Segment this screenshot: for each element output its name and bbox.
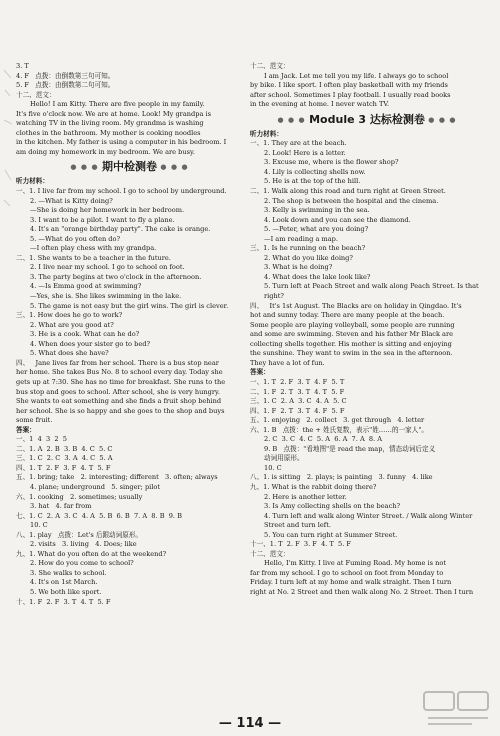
text-line: 七、1. C 2. A 3. C 4. A 5. B 6. B 7. A 8. B 9. B bbox=[16, 511, 182, 520]
text-line: 听力材料： bbox=[16, 177, 49, 186]
text-line: 5. —Peter, what are you doing? bbox=[264, 225, 369, 234]
text-line: 4. Turn left and walk along Winter Street. / Walk along Winter bbox=[264, 511, 473, 520]
text-line: the sunshine. They want to swim in the sea in the afternoon. bbox=[250, 349, 453, 358]
text-line: 2. What are you good at? bbox=[30, 320, 114, 329]
text-line: collecting shells together. His mother is sitting and enjoying bbox=[250, 339, 452, 348]
text-line: 2. I live near my school. I go to school on foot. bbox=[30, 263, 185, 272]
text-line: Friday. I turn left at my home and walk straight. Then I turn bbox=[250, 578, 452, 587]
text-line: 二、1. She wants to be a teacher in the future. bbox=[16, 253, 171, 262]
text-line: right? bbox=[264, 292, 284, 301]
section-title-text: Module 3 达标检测卷 bbox=[309, 112, 425, 126]
text-line: 4. It's on 1st March. bbox=[30, 578, 98, 587]
text-line: 5. F 点拨：由倒数第二句可知。 bbox=[16, 81, 115, 90]
text-line: 2. C 3. C 4. C 5. A 6. A 7. A 8. A bbox=[264, 435, 383, 444]
text-line: 3. She walks to school. bbox=[30, 568, 107, 577]
title-dots-right: ● ● ● bbox=[424, 115, 457, 124]
text-line: 3. Is Amy collecting shells on the beach? bbox=[264, 502, 401, 511]
text-line: 八、1. is sitting 2. plays; is painting 3. funny 4. like bbox=[250, 473, 433, 482]
text-line: 三、1. C 2. C 3. A 4. C 5. A bbox=[16, 454, 113, 463]
text-line: 一、1. I live far from my school. I go to school by underground. bbox=[16, 187, 227, 196]
text-line: 3. hat 4. far from bbox=[30, 502, 92, 511]
text-line: 5. You can turn right at Summer Street. bbox=[264, 530, 398, 539]
text-line: 3. The party begins at two o'clock in the afternoon. bbox=[30, 272, 202, 281]
text-line: after school. Sometimes I play football. I usually read books bbox=[250, 90, 451, 99]
text-line: 2. The shop is between the hospital and the cinema. bbox=[264, 196, 439, 205]
text-line: —Yes, she is. She likes swimming in the lake. bbox=[30, 292, 182, 301]
text-line: They have a lot of fun. bbox=[250, 358, 325, 367]
text-line: 3. I want to be a pilot. I want to fly a plane. bbox=[30, 215, 175, 224]
text-line: 4. —Is Emma good at swimming? bbox=[30, 282, 142, 291]
text-line: 10. C bbox=[30, 521, 48, 530]
watermark-logo bbox=[422, 690, 494, 730]
text-line: 四、1. T 2. F 3. F 4. T 5. F bbox=[16, 463, 111, 472]
text-line: in the evening at home. I never watch TV. bbox=[250, 100, 390, 109]
text-line: —I often play chess with my grandpa. bbox=[30, 244, 157, 253]
text-line: 10. C bbox=[264, 463, 282, 472]
text-line: by bike. I like sport. I often play basketball with my friends bbox=[250, 81, 448, 90]
text-line: 动词用原形。 bbox=[264, 454, 304, 463]
left-column bbox=[16, 62, 243, 607]
text-line: —She is doing her homework in her bedroom. bbox=[30, 206, 185, 215]
text-line: 十一、1. T 2. F 3. F 4. T 5. F bbox=[250, 540, 352, 549]
section-title bbox=[16, 159, 243, 175]
text-line: 4. Look down and you can see the diamond. bbox=[264, 215, 411, 224]
text-line: 四、 It's 1st August. The Blacks are on holiday in Qingdao. It's bbox=[250, 301, 462, 310]
text-line: —I am reading a map. bbox=[264, 234, 338, 243]
text-line: 一、1. T 2. F 3. T 4. F 5. T bbox=[250, 377, 345, 386]
text-line: her school. She is so happy and she goes to the shop and buys bbox=[16, 406, 225, 415]
text-line: hot and sunny today. There are many people at the beach. bbox=[250, 311, 445, 320]
text-line: It's five o'clock now. We are at home. Look! My grandpa is bbox=[16, 109, 211, 118]
text-line: 5. Turn left at Peach Street and walk along Peach Street. Is that bbox=[264, 282, 479, 291]
text-line: 十、1. F 2. F 3. T 4. T 5. F bbox=[16, 597, 111, 606]
text-line: 2. Look! Here is a letter. bbox=[264, 148, 346, 157]
page-number: — 114 — bbox=[218, 716, 282, 731]
text-line: 二、1. F 2. T 3. T 4. T 5. F bbox=[250, 387, 345, 396]
text-line: in the kitchen. My father is using a computer in his bedroom. I bbox=[16, 138, 227, 147]
text-line: 4. It's an "orange birthday party". The cake is orange. bbox=[30, 225, 211, 234]
text-line: 5. We both like sport. bbox=[30, 587, 102, 596]
text-line: 2. visits 3. living 4. Does; like bbox=[30, 540, 137, 549]
text-line: 5. —What do you often do? bbox=[30, 234, 121, 243]
title-dots-left: ● ● ● bbox=[277, 115, 310, 124]
text-line: 听力材料： bbox=[250, 129, 283, 138]
text-line: 2. How do you come to school? bbox=[30, 559, 134, 568]
section-title-text: 期中检测卷 bbox=[102, 160, 157, 174]
text-line: 九、1. What is the rabbit doing there? bbox=[250, 482, 377, 491]
text-line: 2. —What is Kitty doing? bbox=[30, 196, 113, 205]
text-line: 一、1. They are at the beach. bbox=[250, 139, 347, 148]
text-line: 2. What do you like doing? bbox=[264, 253, 353, 262]
text-line: 4. When does your sister go to bed? bbox=[30, 339, 150, 348]
text-line: am doing my homework in my bedroom. We are busy. bbox=[16, 147, 195, 156]
text-line: 4. Lily is collecting shells now. bbox=[264, 167, 366, 176]
text-line: clothes in the bathroom. My mother is cooking noodles bbox=[16, 128, 201, 137]
text-line: 二、1. A 2. B 3. B 4. C 5. C bbox=[16, 444, 113, 453]
text-line: some fruit. bbox=[16, 416, 53, 425]
text-line: her home. She takes Bus No. 8 to school every day. Today she bbox=[16, 368, 223, 377]
text-line: 9. B 点拨："看地图"是 read the map，情态动词后定义 bbox=[264, 444, 436, 453]
text-line: 五、1. enjoying 2. collect 3. get through 4. letter bbox=[250, 416, 425, 425]
title-dots-left: ● ● ● bbox=[70, 163, 102, 172]
text-line: far from my school. I go to school on foot from Monday to bbox=[250, 568, 444, 577]
text-line: right at No. 2 Street and then walk along No. 2 Street. Then I turn bbox=[250, 587, 474, 596]
text-line: 3. Excuse me, where is the flower shop? bbox=[264, 158, 399, 167]
text-line: 三、1. C 2. A 3. C 4. A 5. C bbox=[250, 397, 347, 406]
text-line: 四、 Jane lives far from her school. There is a bus stop near bbox=[16, 358, 219, 367]
text-line: 答案： bbox=[250, 368, 270, 377]
text-line: 3. He is a cook. What can he do? bbox=[30, 330, 140, 339]
text-line: 4. What does the lake look like? bbox=[264, 272, 371, 281]
text-line: 5. The game is not easy but the girl wins. The girl is clever. bbox=[30, 301, 229, 310]
text-line: 3. T bbox=[16, 62, 29, 70]
text-line: 4. plane; underground 5. singer; pilot bbox=[30, 482, 161, 491]
text-line: bus stop and goes to school. After school, she is very hungry. bbox=[16, 387, 220, 396]
title-dots-right: ● ● ● bbox=[157, 163, 189, 172]
text-line: 十二、范文： bbox=[250, 62, 290, 70]
text-line: 答案： bbox=[16, 425, 36, 434]
text-line: 六、1. B 点拨：the + 姓氏复数，表示"姓……的一家人"。 bbox=[250, 425, 428, 434]
text-line: 2. Here is another letter. bbox=[264, 492, 347, 501]
binding-edge-mark bbox=[2, 60, 14, 220]
text-line: Some people are playing volleyball, some people are running bbox=[250, 320, 455, 329]
text-line: 3. What is he doing? bbox=[264, 263, 333, 272]
text-line: 二、1. Walk along this road and turn right at Green Street. bbox=[250, 187, 446, 196]
text-line: and some are swimming. Steven and his father Mr Black are bbox=[250, 330, 454, 339]
text-line: 三、1. How does he go to work? bbox=[16, 311, 123, 320]
text-line: 5. What does she have? bbox=[30, 349, 109, 358]
text-line: 4. F 点拨：由倒数第三句可知。 bbox=[16, 71, 115, 80]
right-column bbox=[250, 62, 484, 598]
text-line: 3. Kelly is swimming in the sea. bbox=[264, 206, 370, 215]
text-line: Hello! I am Kitty. There are five people in my family. bbox=[30, 100, 205, 109]
text-line: 九、1. What do you often do at the weekend? bbox=[16, 549, 167, 558]
text-line: Hello, I'm Kitty. I live at Fuming Road. My home is not bbox=[264, 559, 447, 568]
text-line: I am Jack. Let me tell you my life. I always go to school bbox=[264, 71, 449, 80]
text-line: 十二、范文： bbox=[250, 549, 290, 558]
text-line: watching TV in the living room. My grandma is washing bbox=[16, 119, 204, 128]
text-line: 六、1. cooking 2. sometimes; usually bbox=[16, 492, 143, 501]
text-line: gets up at 7:30. She has no time for breakfast. She runs to the bbox=[16, 377, 226, 386]
text-line: 十二、范文： bbox=[16, 90, 56, 99]
text-line: 四、1. F 2. T 3. T 4. F 5. F bbox=[250, 406, 345, 415]
text-line: 五、1. bring; take 2. interesting; different 3. often; always bbox=[16, 473, 218, 482]
section-title bbox=[250, 112, 484, 128]
text-line: 一、1 4 3 2 5 bbox=[16, 435, 67, 444]
text-line: Street and turn left. bbox=[264, 521, 331, 530]
text-line: 三、1. Is he running on the beach? bbox=[250, 244, 366, 253]
text-line: 5. He is at the top of the hill. bbox=[264, 177, 361, 186]
text-line: 八、1. play 点拨：Let's 后跟动词原形。 bbox=[16, 530, 143, 539]
text-line: She wants to eat something and she finds a fruit shop behind bbox=[16, 397, 222, 406]
